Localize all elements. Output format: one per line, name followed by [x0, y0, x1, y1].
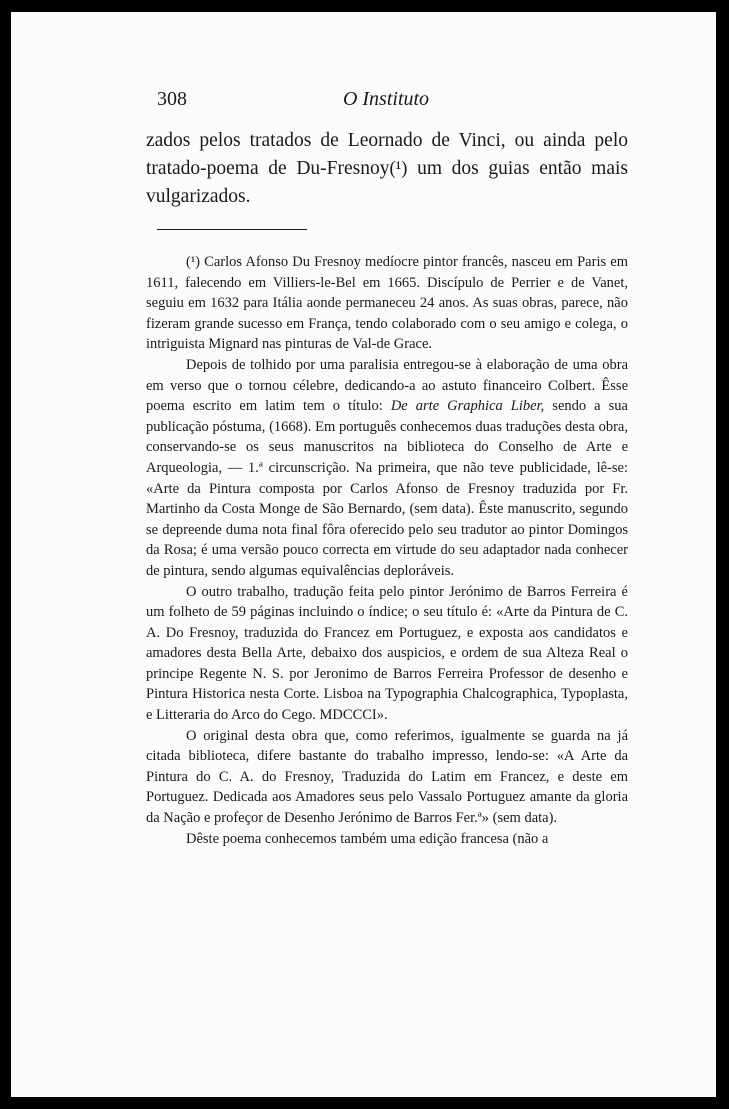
footnote-paragraph: Dêste poema conhecemos também uma edição francesa (não a — [186, 830, 549, 847]
main-text-part2: um dos guias então mais vulgarizados. — [146, 158, 628, 207]
footnote-paragraph: O original desta obra que, como referimos, igualmente se guarda na já citada biblioteca, difere bastante do trabalho impresso, lendo-se: «A Arte da Pintura do C. A. do Fresnoy, Traduzida do Latim em Francez, e deste em Portuguez. Dedicada aos Amadores seus pelo Vassalo Portuguez amante da gloria da Nação e profeçor de Desenho Jerónimo de Barros Fer.ª» (sem data). — [146, 727, 628, 827]
footnote-reference: (¹) — [389, 158, 408, 179]
running-title: O Instituto — [342, 88, 430, 110]
footnote-paragraph: (¹) Carlos Afonso Du Fresnoy medíocre pintor francês, nasceu em Paris em 1611, falecendo em Villiers-le-Bel em 1665. Discípulo de Perrier e de Vanet, seguiu em 1632 para Itália aonde permaneceu 24 anos. As suas obras, parece, não fizeram grande sucesso em França, tendo colaborado com o seu amigo e colega, o intriguista Mignard nas pinturas de Val-de Grace. — [146, 254, 628, 353]
footnote-separator — [157, 229, 307, 230]
footnote-marker: (¹) — [186, 254, 201, 270]
page-header — [141, 82, 631, 112]
main-text — [146, 127, 628, 211]
page-number: 308 — [157, 88, 187, 110]
footnote-paragraph: O outro trabalho, tradução feita pelo pintor Jerónimo de Barros Ferreira é um folheto de 59 páginas incluindo o índice; o seu título é: «Arte da Pintura de C. A. Do Fresnoy, traduzida do Francez em Portuguez, e exposta aos candidatos e amadores desta Bella Arte, debaixo dos auspicios, e ordem de sua Alteza Real o principe Regente N. S. por Jeronimo de Barros Ferreira Professor de desenho e Pintura Historica nesta Corte. Lisboa na Typographia Chalcographica, Typoplasta, e Litteraria do Arco do Cego. MDCCCI». — [146, 583, 628, 724]
footnotes — [146, 252, 628, 849]
book-page — [11, 12, 716, 1097]
main-text-part1: zados pelos tratados de Leornado de Vinci, ou ainda pelo tratado-poema de Du-Fresnoy — [146, 130, 628, 179]
work-title: De arte Graphica Liber, — [390, 398, 545, 415]
footnote-paragraph: Depois de tolhido por uma paralisia entregou-se à elaboração de uma obra em verso que o tornou célebre, dedicando-a ao astuto financeiro Colbert. Êsse poema escrito em latim tem o título: De arte Graphica Liber, sendo a sua publicação póstuma, (1668). Em português conhecemos duas traduções desta obra, conservando-se os seus manuscritos na biblioteca do Conselho de Arte e Arqueologia, — 1.ª circunscrição. Na primeira, que não teve publicidade, lê-se: «Arte da Pintura composta por Carlos Afonso de Fresnoy traduzida por Fr. Martinho da Costa Monge de São Bernardo, (sem data). Êste manuscrito, segundo se depreende duma nota final fôra oferecido pelo seu tradutor ao pintor Domingos da Rosa; é uma versão pouco correcta em virtude do seu adaptador nada conhecer de pintura, sendo algumas equivalências deploráveis. — [146, 356, 628, 579]
